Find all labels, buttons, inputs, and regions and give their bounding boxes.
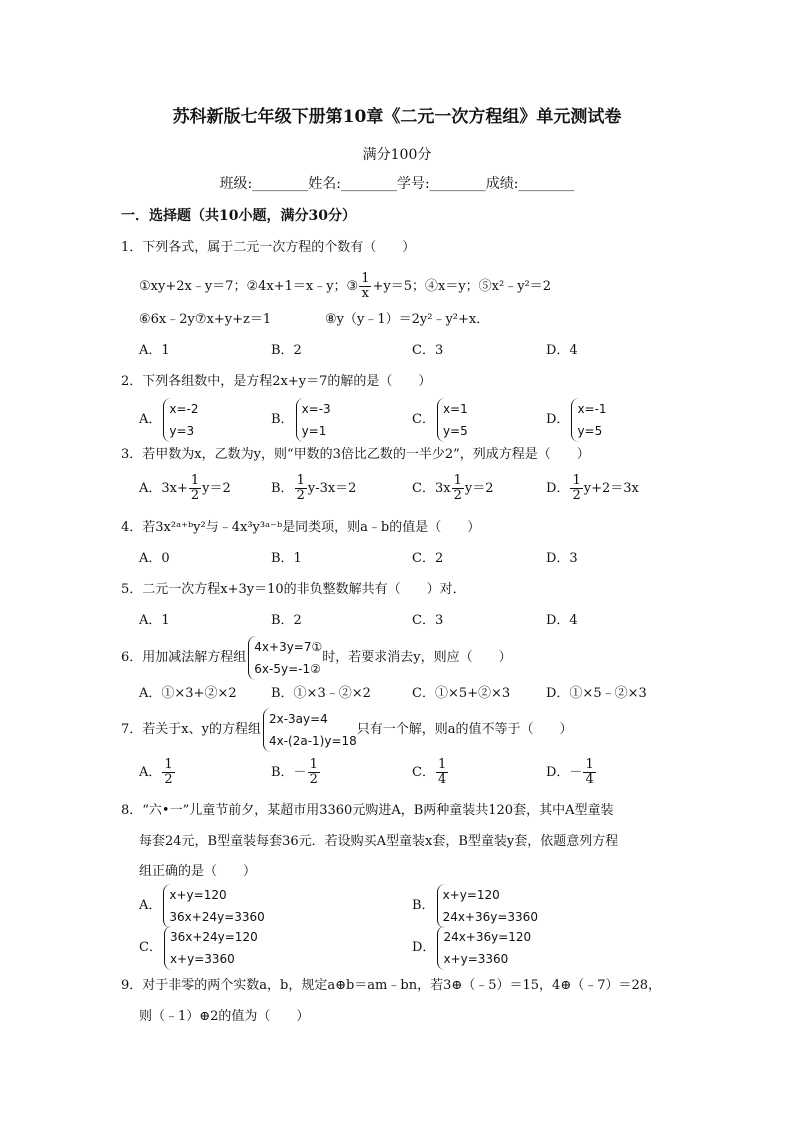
q4-stem: 4．若3x²ᵃ⁺ᵇy²与﹣4x³y³ᵃ⁻ᵇ是同类项，则a﹣b的值是（ ） [121,520,481,535]
q8-option-a[interactable]: A． x+y=120 36x+24y=3360 [139,884,265,928]
q1-expressions-1 [139,272,551,301]
q4-option-b[interactable]: B．1 [271,551,302,566]
full-score: 满分100分 [362,147,432,163]
q5-option-d[interactable]: D．4 [546,613,578,628]
q3-option-d[interactable]: D． $\frac{1}{2}$ y+2＝3x [546,473,639,503]
q6-system: 4x+3y=7① 6x-5y=-1② [248,636,322,680]
q6-option-b[interactable]: B．①×3﹣②×2 [271,686,371,701]
q1-stem: 1．下列各式，属于二元一次方程的个数有（ ） [121,240,416,255]
q8-option-b[interactable]: B． x+y=120 24x+36y=3360 [412,884,538,928]
q1-fraction: $\frac{1}{x}$ [361,271,370,301]
q1-option-a[interactable]: A．1 [139,343,170,358]
q1-option-d[interactable]: D．4 [546,343,578,358]
q4-option-d[interactable]: D．3 [546,551,578,566]
q5-option-b[interactable]: B．2 [271,613,302,628]
q9-stem-2: 则（﹣1）⊕2的值为（ ） [139,1009,310,1024]
q3-option-a[interactable]: A．3x+ $\frac{1}{2}$ y＝2 [139,473,231,503]
q3-option-b[interactable]: B． $\frac{1}{2}$ y-3x＝2 [271,473,357,503]
q1-expr-part-b: +y＝5；④x＝y；⑤x²﹣y²＝2 [372,279,552,294]
q2-option-b[interactable]: B． x=-3 y=1 [271,398,331,442]
q2-stem: 2．下列各组数中，是方程2x+y＝7的解的是（ ） [121,374,432,389]
q3-stem: 3．若甲数为x，乙数为y，则“甲数的3倍比乙数的一半少2”，列成方程是（ ） [121,447,590,462]
q6-option-d[interactable]: D．①×5﹣②×3 [546,686,647,701]
q6-option-c[interactable]: C．①×5+②×3 [412,686,511,701]
q1-expressions-2 [139,311,490,329]
q4-option-c[interactable]: C．2 [412,551,444,566]
q8-stem-2: 每套24元，B型童装每套36元．若设购买A型童装x套，B型童装y套，依题意列方程 [139,834,619,849]
q6-stem: 6．用加减法解方程组 4x+3y=7① 6x-5y=-1② 时，若要求消去y，则应（ ） [121,636,512,680]
q7-option-a[interactable]: A． $\frac{1}{2}$ [139,757,173,787]
q8-option-c[interactable]: C． 36x+24y=120 x+y=3360 [139,926,258,970]
q8-stem-3: 组正确的是（ ） [139,864,257,879]
q7-option-b[interactable]: B．－ $\frac{1}{2}$ [271,757,318,787]
q7-option-d[interactable]: D．－ $\frac{1}{4}$ [546,757,594,787]
q1-expr-part-d: ⑧y（y﹣1）＝2y²﹣y²+x． [325,312,490,327]
page-title: 苏科新版七年级下册第10章《二元一次方程组》单元测试卷 [172,107,622,127]
q1-option-b[interactable]: B．2 [271,343,302,358]
q2-option-d[interactable]: D． x=-1 y=5 [546,398,607,442]
q1-option-c[interactable]: C．3 [412,343,444,358]
q7-option-c[interactable]: C． $\frac{1}{4}$ [412,757,447,787]
q1-expr-part-c: ⑥6x﹣2y⑦x+y+z＝1 [139,312,272,327]
q2-option-c[interactable]: C． x=1 y=5 [412,398,468,442]
q3-option-c[interactable]: C．3x $\frac{1}{2}$ y＝2 [412,473,494,503]
q1-expr-part-a: ①xy+2x﹣y＝7；②4x+1＝x﹣y；③ [139,279,359,294]
q5-stem: 5．二元一次方程x+3y＝10的非负整数解共有（ ）对． [121,582,466,597]
q2-option-a[interactable]: A． x=-2 y=3 [139,398,199,442]
q8-option-d[interactable]: D． 24x+36y=120 x+y=3360 [412,926,531,970]
q9-stem-1: 9．对于非零的两个实数a，b，规定a⊕b＝am﹣bn，若3⊕（﹣5）＝15，4⊕（﹣7）＝28， [121,978,662,993]
q5-option-c[interactable]: C．3 [412,613,444,628]
q8-stem-1: 8．“六•一”儿童节前夕，某超市用3360元购进A，B两种童装共120套，其中A型童装 [121,803,614,818]
q7-stem: 7．若关于x、y的方程组 2x-3ay=4 4x-(2a-1)y=18 只有一个解，则a的值不等于（ ） [121,708,573,752]
section-heading: 一．选择题（共10小题，满分30分） [121,208,356,224]
q6-option-a[interactable]: A．①×3+②×2 [139,686,237,701]
student-info-line: 班级:________姓名:________学号:________成绩:________ [219,176,575,192]
q4-option-a[interactable]: A．0 [139,551,170,566]
q5-option-a[interactable]: A．1 [139,613,170,628]
q7-system: 2x-3ay=4 4x-(2a-1)y=18 [263,708,357,752]
